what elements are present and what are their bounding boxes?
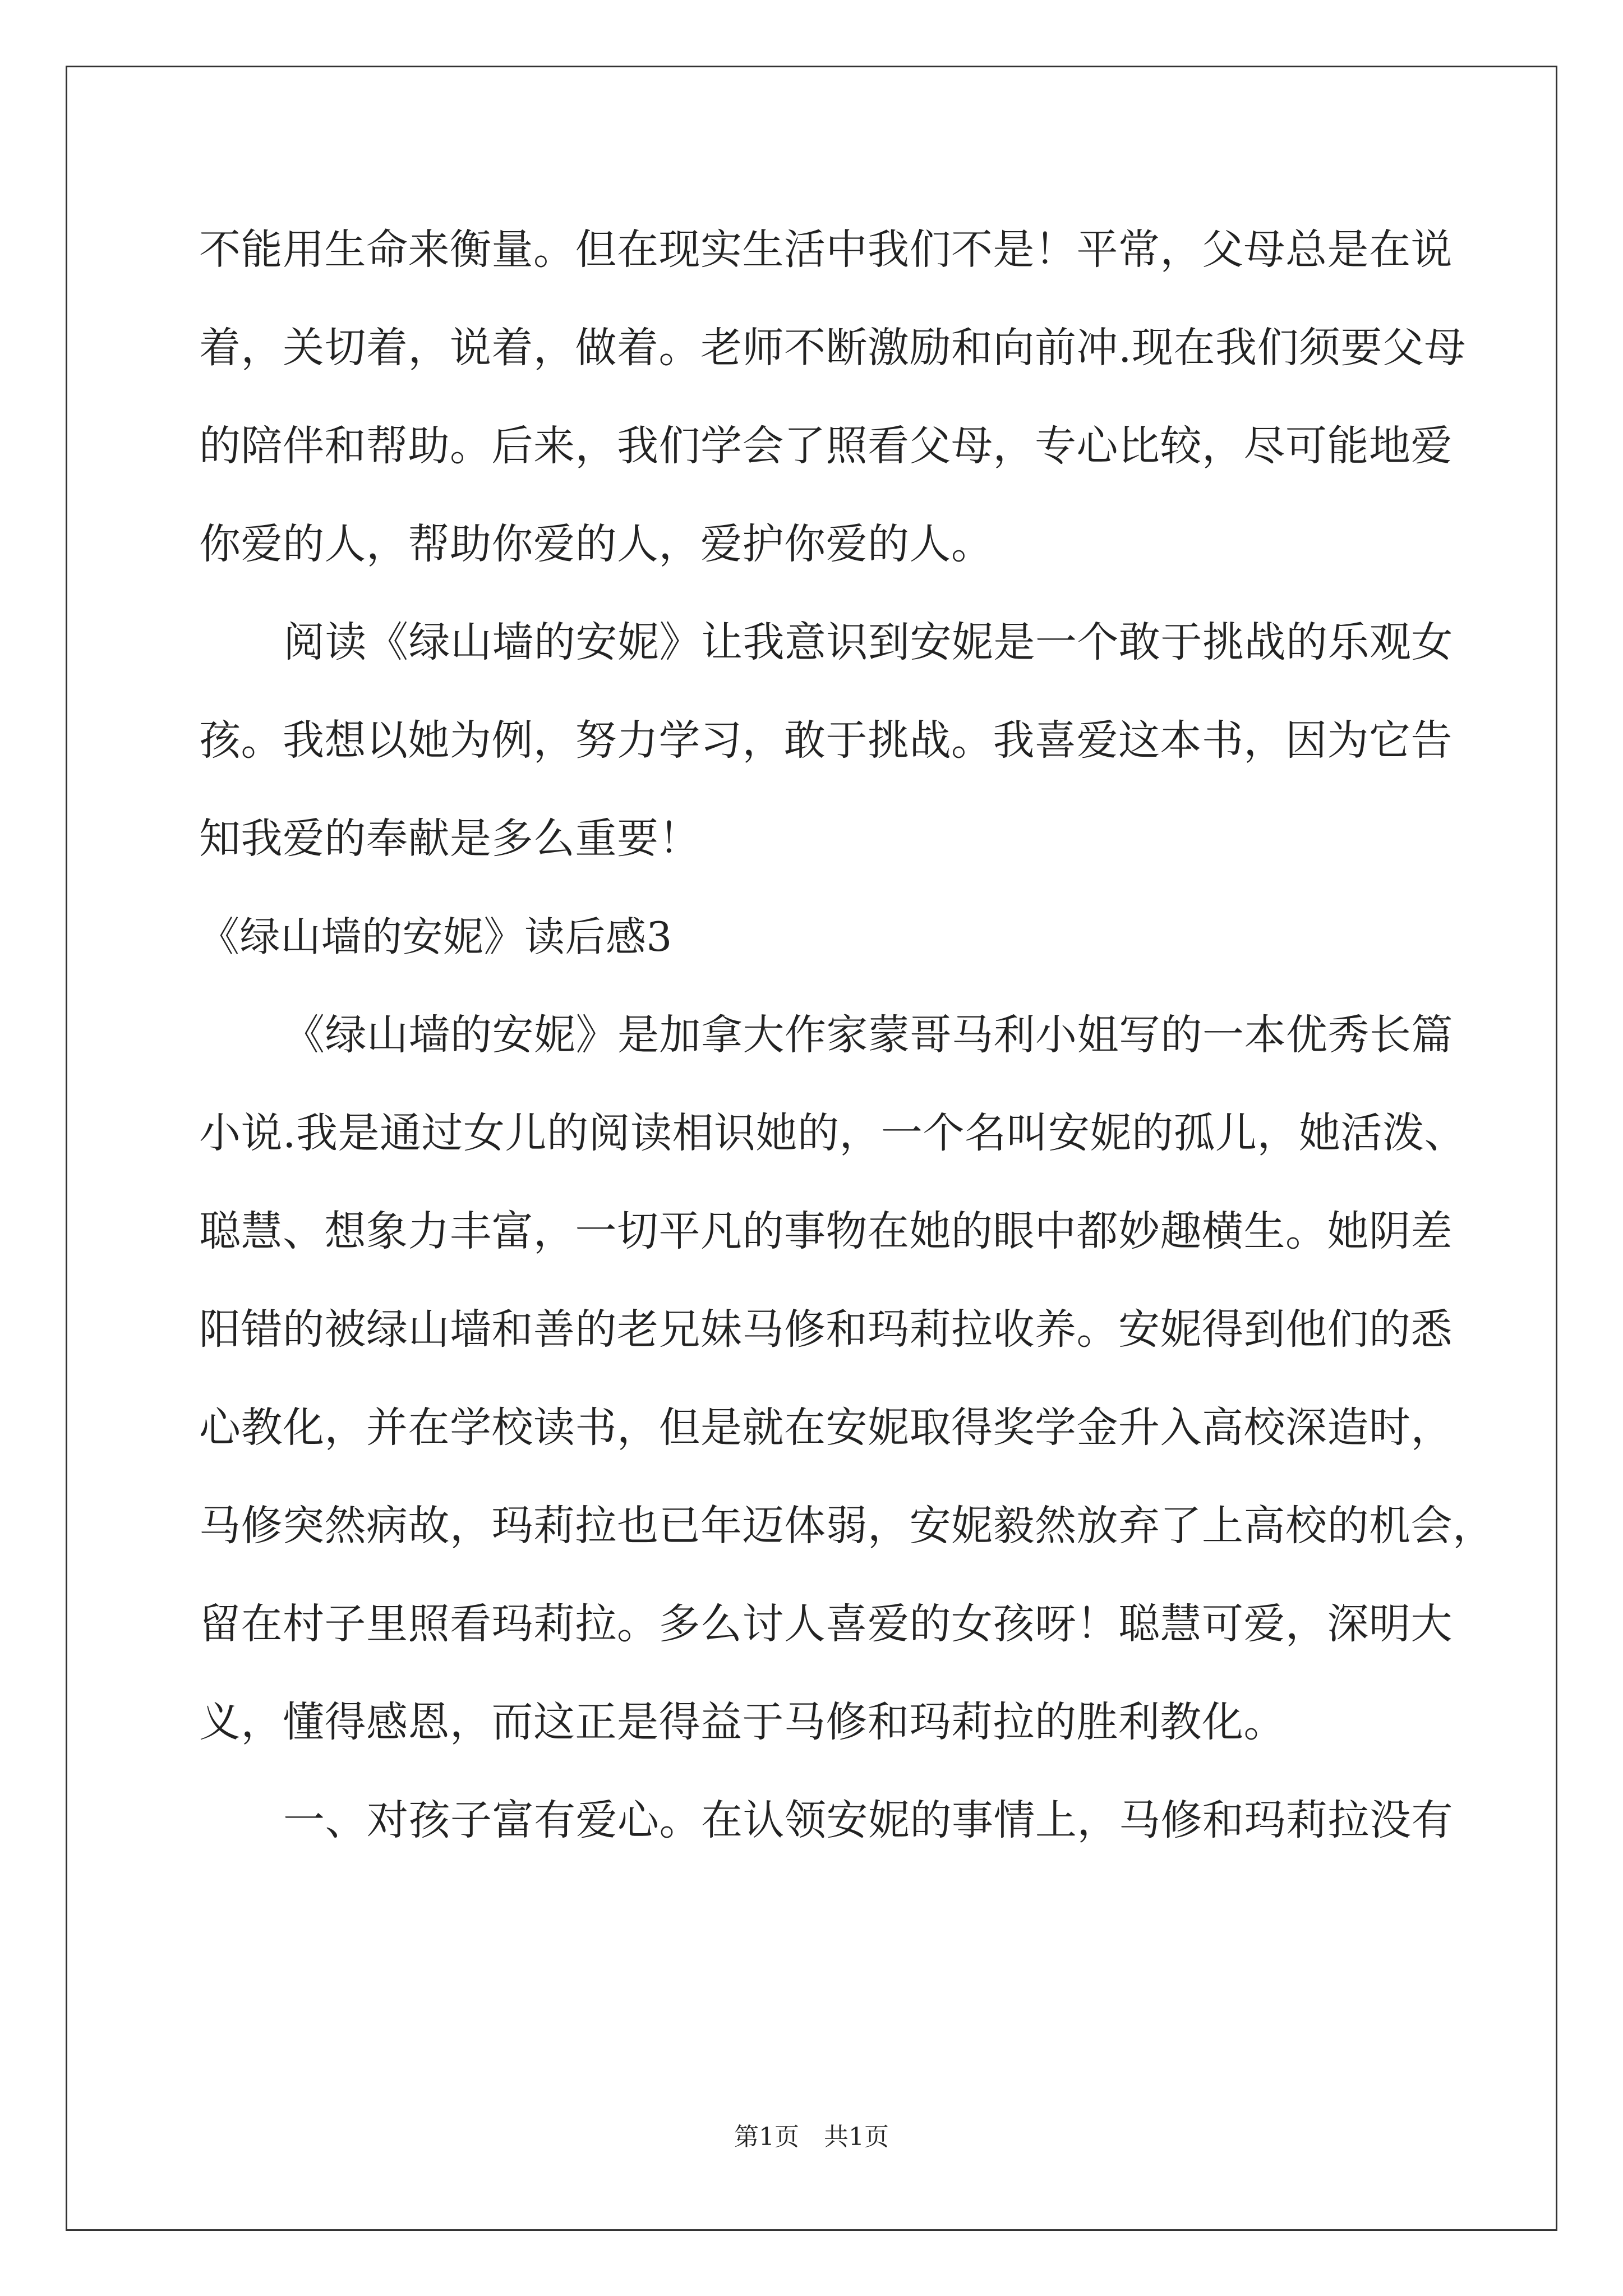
body-text-line: 《绿山墙的安妮》是加拿大作家蒙哥马利小姐写的一本优秀长篇	[283, 1011, 1453, 1059]
body-text-line: 孩。我想以她为例，努力学习，敢于挑战。我喜爱这本书，因为它告	[199, 716, 1453, 765]
page-number-footer: 第1页 共1页	[734, 2123, 889, 2151]
body-text-line: 你爱的人，帮助你爱的人，爱护你爱的人。	[199, 520, 993, 568]
body-text-line: 义，懂得感恩，而这正是得益于马修和玛莉拉的胜利教化。	[199, 1698, 1285, 1746]
body-text-line: 聪慧、想象力丰富，一切平凡的事物在她的眼中都妙趣横生。她阴差	[199, 1207, 1453, 1255]
body-text-line: 知我爱的奉献是多么重要！	[199, 815, 700, 863]
body-text-line: 心教化，并在学校读书，但是就在安妮取得奖学金升入高校深造时，	[199, 1404, 1453, 1452]
body-text-line: 不能用生命来衡量。但在现实生活中我们不是！平常，父母总是在说	[199, 226, 1453, 274]
body-text-line: 的陪伴和帮助。后来，我们学会了照看父母，专心比较，尽可能地爱	[199, 422, 1453, 470]
body-text-line: 留在村子里照看玛莉拉。多么讨人喜爱的女孩呀！聪慧可爱，深明大	[199, 1600, 1453, 1648]
body-text-line: 马修突然病故，玛莉拉也已年迈体弱，安妮毅然放弃了上高校的机会，	[199, 1502, 1495, 1550]
body-text-line: 一、对孩子富有爱心。在认领安妮的事情上，马修和玛莉拉没有	[283, 1796, 1453, 1844]
body-text-line: 阳错的被绿山墙和善的老兄妹马修和玛莉拉收养。安妮得到他们的悉	[199, 1305, 1453, 1354]
body-text-line: 着，关切着，说着，做着。老师不断激励和向前冲.现在我们须要父母	[199, 324, 1467, 372]
body-text-line: 阅读《绿山墙的安妮》让我意识到安妮是一个敢于挑战的乐观女	[283, 618, 1453, 666]
body-text-line: 小说.我是通过女儿的阅读相识她的，一个名叫安妮的孤儿，她活泼、	[199, 1109, 1467, 1157]
section-heading: 《绿山墙的安妮》读后感3	[199, 913, 672, 960]
